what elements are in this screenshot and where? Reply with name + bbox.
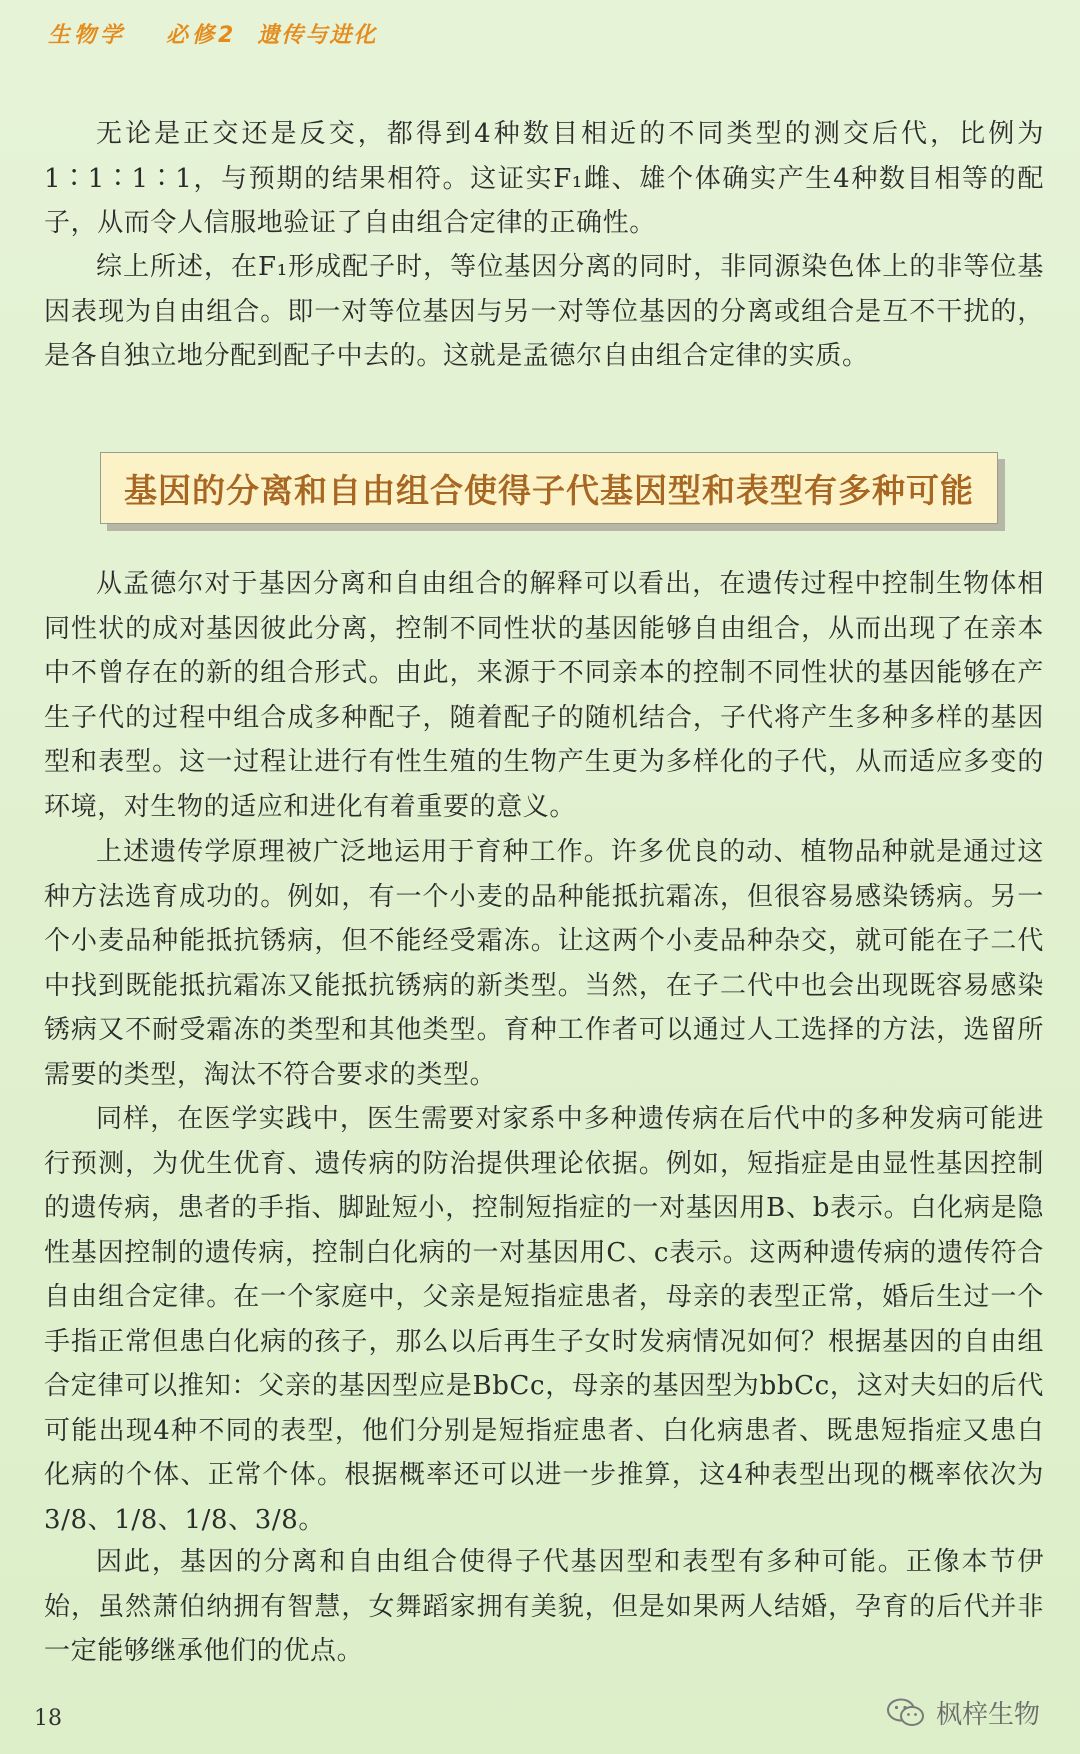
page-number: 18 bbox=[34, 1706, 62, 1731]
running-header bbox=[48, 8, 377, 58]
header-volume: 必修2 bbox=[166, 22, 238, 48]
wechat-icon bbox=[886, 1697, 926, 1729]
paragraph-conclusion: 因此，基因的分离和自由组合使得子代基因型和表型有多种可能。正像本节伊始，虽然萧伯纳拥有智慧，女舞蹈家拥有美貌，但是如果两人结婚，孕育的后代并非一定能够继承他们的优点。 bbox=[44, 1547, 1044, 1666]
section-heading-box bbox=[100, 452, 998, 524]
paragraph-breeding: 上述遗传学原理被广泛地运用于育种工作。许多优良的动、植物品种就是通过这种方法选育成功的。例如，有一个小麦的品种能抵抗霜冻，但很容易感染锈病。另一个小麦品种能抵抗锈病，但不能经受霜冻。让这两个小麦品种杂交，就可能在子二代中找到既能抵抗霜冻又能抵抗锈病的新类型。当然，在子二代中也会出现既容易感染锈病又不耐受霜冻的类型和其他类型。育种工作者可以通过人工选择的方法，选留所需要的类型，淘汰不符合要求的类型。 bbox=[44, 837, 1044, 1090]
paragraph-testcross-result: 无论是正交还是反交，都得到4种数目相近的不同类型的测交后代，比例为1∶1∶1∶1，与预期的结果相符。这证实F₁雌、雄个体确实产生4种数目相等的配子，从而令人信服地验证了自由组合定律的正确性。 bbox=[44, 119, 1044, 238]
header-subject: 生物学 bbox=[48, 22, 127, 48]
header-title: 遗传与进化 bbox=[257, 22, 378, 48]
paragraph-explanation: 从孟德尔对于基因分离和自由组合的解释可以看出，在遗传过程中控制生物体相同性状的成对基因彼此分离，控制不同性状的基因能够自由组合，从而出现了在亲本中不曾存在的新的组合形式。由此，来源于不同亲本的控制不同性状的基因能够在产生子代的过程中组合成多种配子，随着配子的随机结合，子代将产生多种多样的基因型和表型。这一过程让进行有性生殖的生物产生更为多样化的子代，从而适应多变的环境，对生物的适应和进化有着重要的意义。 bbox=[44, 569, 1044, 822]
paragraph-medical: 同样，在医学实践中，医生需要对家系中多种遗传病在后代中的多种发病可能进行预测，为优生优育、遗传病的防治提供理论依据。例如，短指症是由显性基因控制的遗传病，患者的手指、脚趾短小，控制短指症的一对基因用B、b表示。白化病是隐性基因控制的遗传病，控制白化病的一对基因用C、c表示。这两种遗传病的遗传符合自由组合定律。在一个家庭中，父亲是短指症患者，母亲的表型正常，婚后生过一个手指正常但患白化病的孩子，那么以后再生子女时发病情况如何？根据基因的自由组合定律可以推知：父亲的基因型应是BbCc，母亲的基因型为bbCc，这对夫妇的后代可能出现4种不同的表型，他们分别是短指症患者、白化病患者、既患短指症又患白化病的个体、正常个体。根据概率还可以进一步推算，这4种表型出现的概率依次为3/8、1/8、1/8、3/8。 bbox=[44, 1104, 1044, 1535]
watermark-text: 枫梓生物 bbox=[935, 1700, 1040, 1730]
paragraph-summary: 综上所述，在F₁形成配子时，等位基因分离的同时，非同源染色体上的非等位基因表现为自由组合。即一对等位基因与另一对等位基因的分离或组合是互不干扰的，是各自独立地分配到配子中去的。这就是孟德尔自由组合定律的实质。 bbox=[44, 252, 1044, 371]
watermark bbox=[886, 1694, 1040, 1731]
section-title: 基因的分离和自由组合使得子代基因型和表型有多种可能 bbox=[124, 470, 974, 510]
